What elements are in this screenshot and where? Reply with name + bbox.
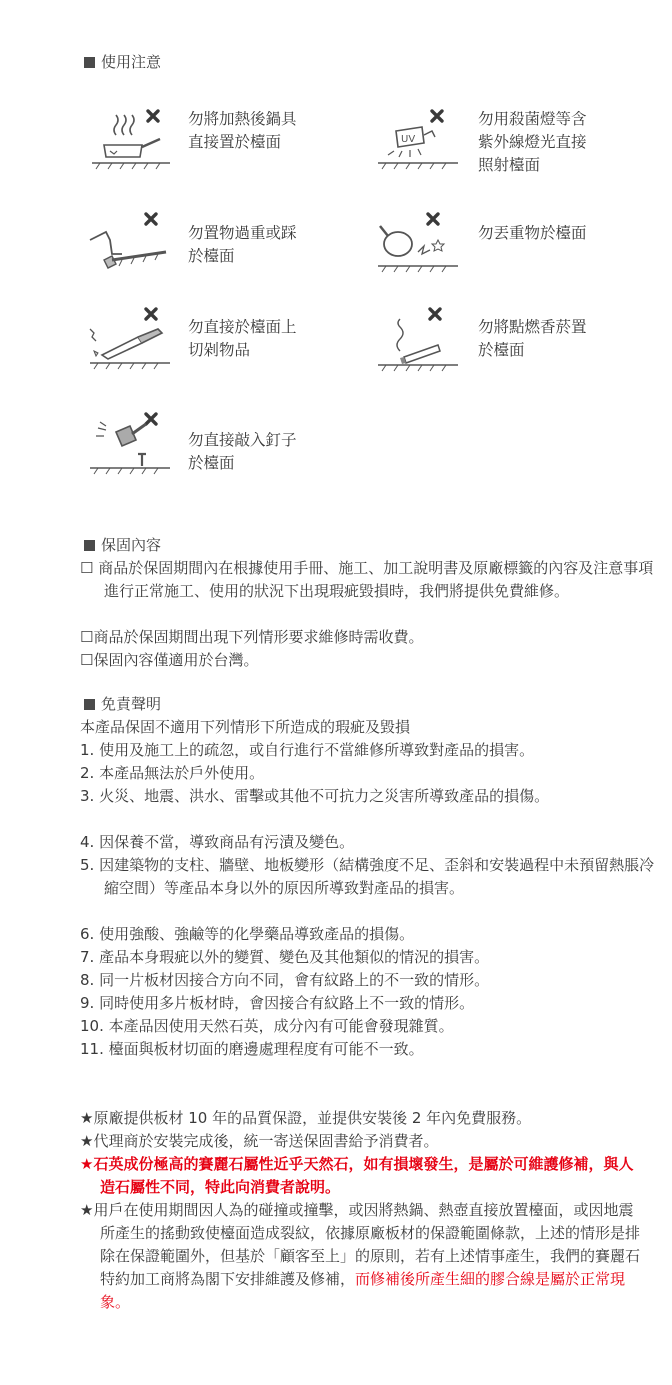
disclaimer-item: 4. 因保養不當，導致商品有污漬及變色。	[80, 833, 355, 851]
usage-text-cigarette: 勿將點燃香菸置 於檯面	[478, 318, 587, 359]
disclaimer-item: 5. 因建築物的支柱、牆壁、地板變形（結構強度不足、歪斜和安裝過程中未預留熱脹冷縮空間）等產品本身以外的原因所導致對產品的損害。	[80, 856, 655, 897]
disclaimer-item: 11. 檯面與板材切面的磨邊處理程度有可能不一致。	[80, 1040, 424, 1058]
star-icon: ★	[80, 1109, 94, 1127]
disclaimer-intro: 本產品保固不適用下列情形下所造成的瑕疵及毀損	[80, 718, 411, 736]
note-1: ★原廠提供板材 10 年的品質保證，並提供安裝後 2 年內免費服務。	[80, 1109, 532, 1127]
disclaimer-item: 1. 使用及施工上的疏忽，或自行進行不當維修所導致對產品的損害。	[80, 741, 535, 759]
warranty-item: ☐ 商品於保固期間內在根據使用手冊、施工、加工說明書及原廠標籤的內容及注意事項進行正常施工、使用的狀況下出現瑕疵毀損時，我們將提供免費維修。	[80, 559, 654, 600]
star-icon: ★	[80, 1155, 94, 1173]
usage-text-hot-pot: 勿將加熱後鍋具 直接置於檯面	[188, 110, 297, 151]
disclaimer-item: 3. 火災、地震、洪水、雷擊或其他不可抗力之災害所導致產品的損傷。	[80, 787, 550, 805]
disclaimer-item: 10. 本產品因使用天然石英，成分內有可能會發現雜質。	[80, 1017, 454, 1035]
warranty-item: ☐保固內容僅適用於台灣。	[80, 651, 259, 669]
square-bullet-icon	[84, 540, 95, 551]
section-title-warranty: 保固內容	[84, 535, 161, 555]
disclaimer-item: 7. 產品本身瑕疵以外的變質、變色及其他類似的情況的損害。	[80, 948, 490, 966]
star-icon: ★	[80, 1132, 94, 1150]
section-title-disclaimer: 免責聲明	[84, 694, 161, 714]
usage-text-heavy: 勿置物過重或踩 於檯面	[188, 224, 297, 265]
square-bullet-icon	[84, 699, 95, 710]
usage-text-uv: 勿用殺菌燈等含 紫外線燈光直接 照射檯面	[478, 110, 587, 174]
usage-text-knife: 勿直接於檯面上 切剁物品	[188, 318, 297, 359]
disclaimer-item: 9. 同時使用多片板材時，會因接合有紋路上不一致的情形。	[80, 994, 475, 1012]
hammer-nail-icon	[86, 408, 176, 480]
heavy-step-icon	[86, 208, 176, 280]
note-3: ★石英成份極高的賽麗石屬性近乎天然石，如有損壞發生，是屬於可維護修補，與人造石屬性不同，特此向消費者說明。	[80, 1155, 634, 1196]
usage-text-drop: 勿丟重物於檯面	[478, 224, 587, 242]
usage-text-hammer: 勿直接敲入釘子 於檯面	[188, 431, 297, 472]
knife-cut-icon	[86, 303, 176, 375]
disclaimer-item: 6. 使用強酸、強鹼等的化學藥品導致產品的損傷。	[80, 925, 415, 943]
uv-lamp-icon	[374, 105, 464, 177]
note-4-highlight: 而修補後所產生細的膠合線是屬於正常現象。	[100, 1270, 626, 1311]
section-title-usage: 使用注意	[84, 52, 161, 72]
warranty-item: ☐商品於保固期間出現下列情形要求維修時需收費。	[80, 628, 424, 646]
drop-pan-icon	[374, 208, 464, 280]
svg-text:UV: UV	[401, 134, 416, 145]
disclaimer-item: 8. 同一片板材因接合方向不同，會有紋路上的不一致的情形。	[80, 971, 490, 989]
star-icon: ★	[80, 1201, 94, 1219]
square-bullet-icon	[84, 57, 95, 68]
note-4: ★用戶在使用期間因人為的碰撞或撞擊，或因將熱鍋、熱壺直接放置檯面，或因地震所產生的搖動致使檯面造成裂紋，依據原廠板材的保證範圍條款，上述的情形是排除在保證範圍外，但基於「顧客至上」的原則，若有上述情事產生，我們的賽麗石特約加工商將為閣下安排維護及修補，而修補後所產生細的膠合線是屬於正常現象。	[80, 1201, 641, 1311]
note-2: ★代理商於安裝完成後，統一寄送保固書給予消費者。	[80, 1132, 439, 1150]
disclaimer-item: 2. 本產品無法於戶外使用。	[80, 764, 265, 782]
hot-pot-icon	[86, 105, 176, 177]
cigarette-icon	[374, 303, 464, 375]
